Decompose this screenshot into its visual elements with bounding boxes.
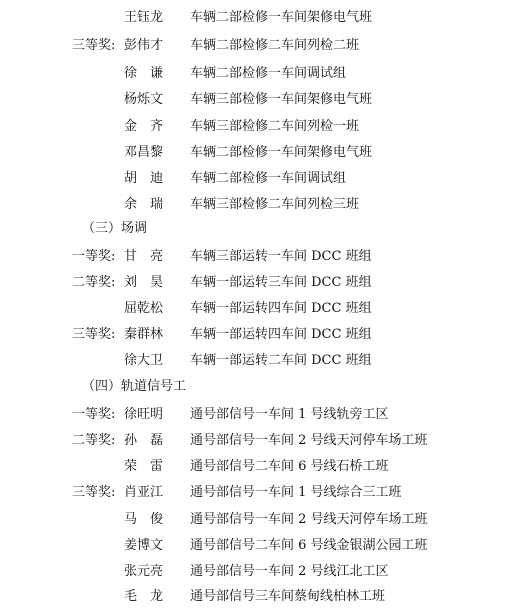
person-name: 徐 谦: [124, 66, 164, 81]
person-name: 毛 龙: [124, 589, 164, 604]
section-heading: （四）轨道信号工: [82, 379, 187, 394]
work-unit: 通号部信号一车间 2 号线江北工区: [190, 564, 389, 579]
work-unit: 车辆二部检修二车间列检二班: [190, 38, 360, 53]
person-name: 张元亮: [124, 564, 164, 579]
list-item: [0, 270, 505, 296]
award-level: 二等奖:: [72, 275, 116, 290]
list-item: [0, 114, 505, 140]
work-unit: 车辆三部检修二车间列检三班: [190, 197, 360, 212]
work-unit: 通号部信号三车间蔡甸线柏林工班: [190, 589, 386, 604]
work-unit: 车辆二部检修一车间架修电气班: [190, 145, 373, 160]
work-unit: 车辆一部运转二车间 DCC 班组: [190, 353, 372, 368]
person-name: 余 瑞: [124, 197, 164, 212]
work-unit: 车辆三部运转一车间 DCC 班组: [190, 249, 372, 264]
list-item: [0, 61, 505, 87]
list-item: [0, 454, 505, 480]
list-item: [0, 192, 505, 218]
list-item: [0, 348, 505, 374]
person-name: 甘 亮: [124, 249, 164, 264]
work-unit: 通号部信号二车间 6 号线金银湖公园工班: [190, 538, 428, 553]
list-item: [0, 559, 505, 585]
list-item: [0, 507, 505, 533]
list-item: [0, 428, 505, 454]
person-name: 彭伟才: [124, 38, 164, 53]
list-item: [0, 322, 505, 348]
list-item: [0, 296, 505, 322]
list-item: [0, 87, 505, 113]
work-unit: 车辆三部检修二车间列检一班: [190, 119, 360, 134]
person-name: 屈乾松: [124, 301, 164, 316]
award-level: 一等奖:: [72, 249, 116, 264]
list-item: [0, 5, 505, 31]
award-level: 三等奖:: [72, 38, 116, 53]
work-unit: 车辆一部运转四车间 DCC 班组: [190, 327, 372, 342]
person-name: 徐旺明: [124, 407, 164, 422]
list-item: [0, 402, 505, 428]
work-unit: 车辆三部检修一车间架修电气班: [190, 92, 373, 107]
person-name: 姜博文: [124, 538, 164, 553]
person-name: 徐大卫: [124, 353, 164, 368]
list-item: [0, 166, 505, 192]
award-level: 二等奖:: [72, 433, 116, 448]
person-name: 孙 磊: [124, 433, 164, 448]
work-unit: 通号部信号一车间 2 号线天河停车场工班: [190, 433, 428, 448]
work-unit: 车辆一部运转三车间 DCC 班组: [190, 275, 372, 290]
work-unit: 车辆一部运转四车间 DCC 班组: [190, 301, 372, 316]
list-item: [0, 244, 505, 270]
work-unit: 通号部信号一车间 1 号线综合三工班: [190, 485, 402, 500]
section-heading: （三）场调: [82, 221, 148, 236]
person-name: 金 齐: [124, 119, 164, 134]
work-unit: 通号部信号一车间 2 号线天河停车场工班: [190, 512, 428, 527]
work-unit: 通号部信号二车间 6 号线石桥工班: [190, 459, 389, 474]
person-name: 肖亚江: [124, 485, 164, 500]
award-level: 三等奖:: [72, 327, 116, 342]
list-item: [0, 533, 505, 559]
person-name: 王钰龙: [124, 10, 164, 25]
person-name: 邓昌黎: [124, 145, 164, 160]
person-name: 胡 迪: [124, 171, 164, 186]
person-name: 刘 昊: [124, 275, 164, 290]
list-item: [0, 480, 505, 506]
work-unit: 车辆二部检修一车间调试组: [190, 171, 347, 186]
work-unit: 车辆二部检修一车间调试组: [190, 66, 347, 81]
person-name: 秦群林: [124, 327, 164, 342]
list-item: [0, 33, 505, 59]
list-item: [0, 584, 505, 610]
work-unit: 车辆二部检修一车间架修电气班: [190, 10, 373, 25]
award-level: 三等奖:: [72, 485, 116, 500]
award-level: 一等奖:: [72, 407, 116, 422]
person-name: 杨烁文: [124, 92, 164, 107]
list-item: [0, 140, 505, 166]
person-name: 荣 雷: [124, 459, 164, 474]
person-name: 马 俊: [124, 512, 164, 527]
work-unit: 通号部信号一车间 1 号线轨旁工区: [190, 407, 389, 422]
